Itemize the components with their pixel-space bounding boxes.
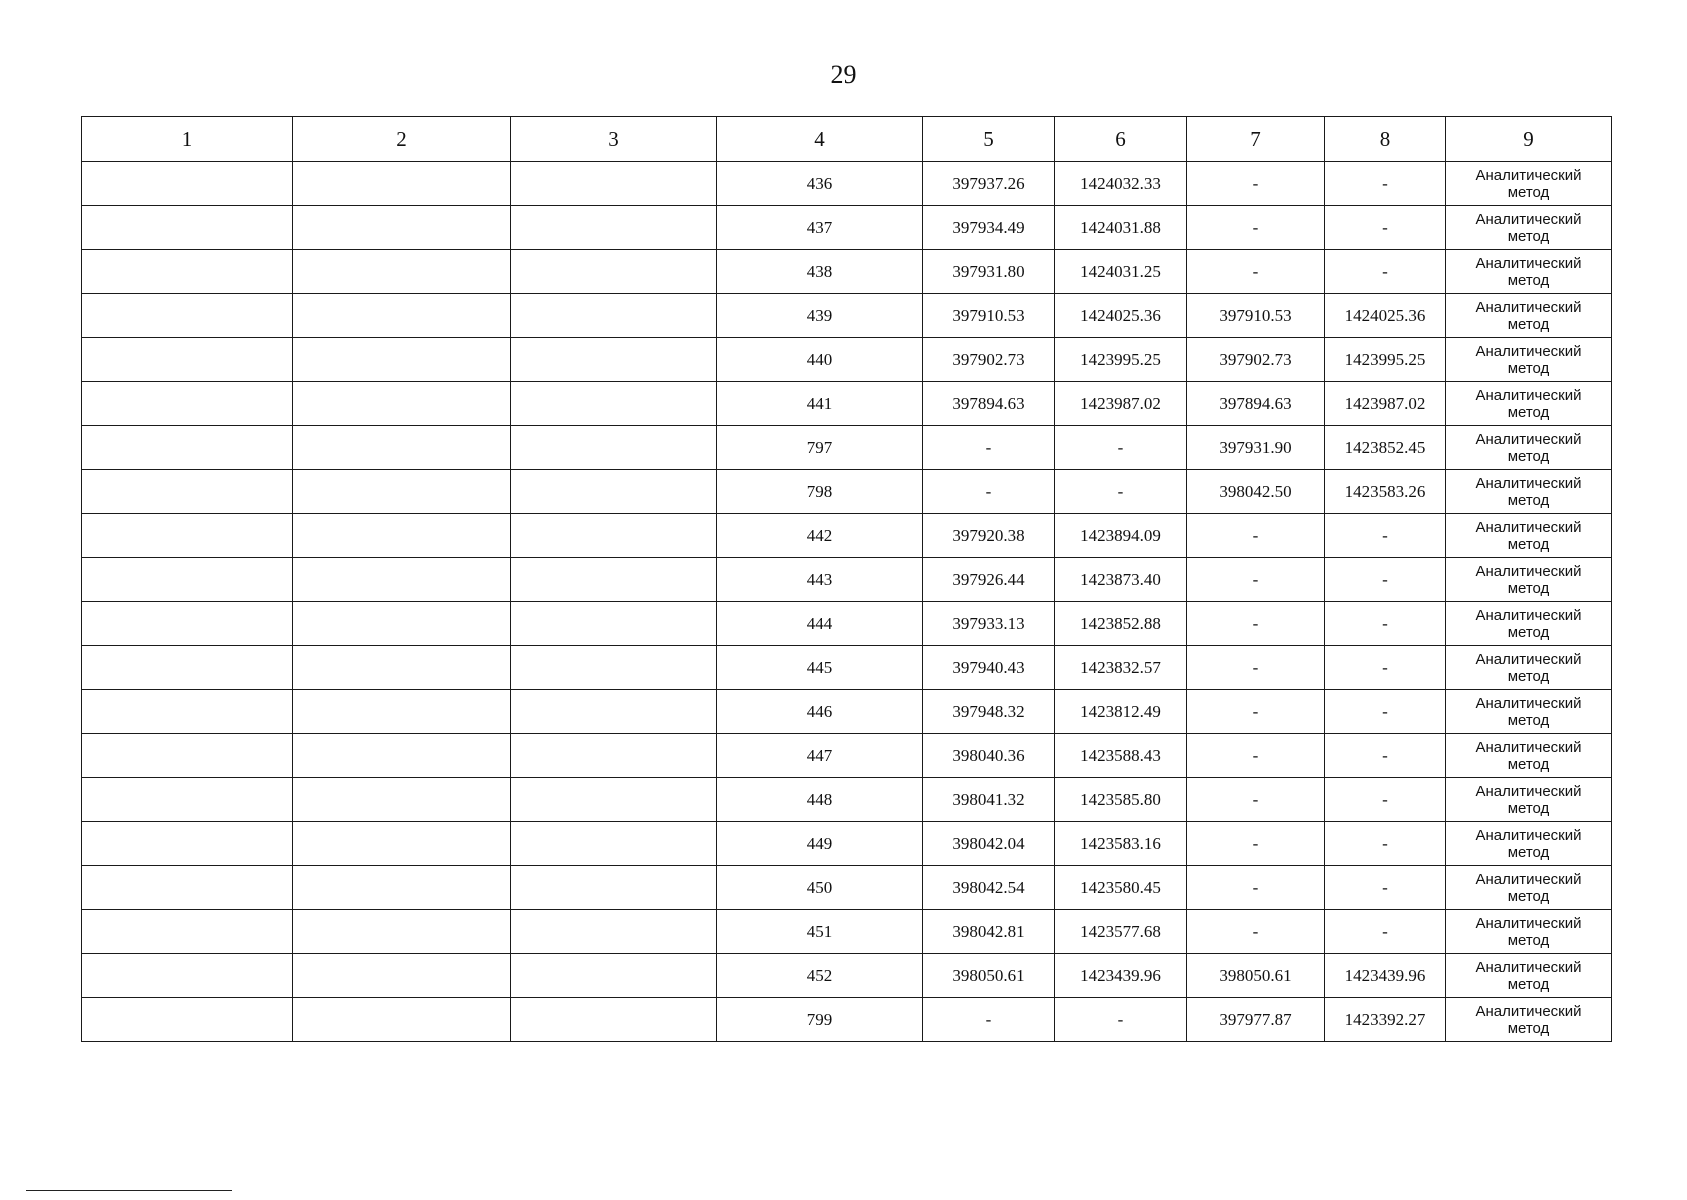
table-row (82, 690, 1612, 734)
cell-col2 (293, 602, 511, 646)
cell-y-coordinate: 1423583.16 (1055, 822, 1187, 866)
column-header-1: 1 (82, 117, 293, 162)
method-line-1: Аналитический (1475, 914, 1582, 932)
cell-method (1446, 690, 1612, 734)
column-header-2: 2 (293, 117, 511, 162)
method-line-1: Аналитический (1475, 210, 1582, 228)
table-row (82, 910, 1612, 954)
cell-y-new: - (1325, 206, 1446, 250)
cell-y-coordinate: 1423585.80 (1055, 778, 1187, 822)
cell-point-number: 437 (717, 206, 923, 250)
cell-point-number: 798 (717, 470, 923, 514)
cell-x-new: 398050.61 (1187, 954, 1325, 998)
cell-x-coordinate: 397920.38 (923, 514, 1055, 558)
cell-x-new: 397931.90 (1187, 426, 1325, 470)
method-line-1: Аналитический (1475, 826, 1582, 844)
cell-x-new: - (1187, 206, 1325, 250)
cell-x-coordinate: 397940.43 (923, 646, 1055, 690)
cell-method (1446, 426, 1612, 470)
cell-x-new: - (1187, 734, 1325, 778)
cell-col3 (511, 382, 717, 426)
cell-x-coordinate: 397948.32 (923, 690, 1055, 734)
cell-point-number: 439 (717, 294, 923, 338)
cell-y-new: 1423995.25 (1325, 338, 1446, 382)
cell-point-number: 445 (717, 646, 923, 690)
cell-col1 (82, 470, 293, 514)
cell-y-coordinate: - (1055, 470, 1187, 514)
cell-y-new: 1423987.02 (1325, 382, 1446, 426)
cell-x-new: - (1187, 162, 1325, 206)
cell-y-coordinate: 1423995.25 (1055, 338, 1187, 382)
method-line-1: Аналитический (1475, 254, 1582, 272)
method-line-2: метод (1507, 711, 1550, 729)
cell-col1 (82, 206, 293, 250)
table-row (82, 822, 1612, 866)
table-row (82, 734, 1612, 778)
cell-col2 (293, 162, 511, 206)
cell-x-coordinate: 398042.04 (923, 822, 1055, 866)
table-row (82, 514, 1612, 558)
column-header-5: 5 (923, 117, 1055, 162)
cell-col3 (511, 998, 717, 1042)
cell-y-coordinate: 1424025.36 (1055, 294, 1187, 338)
column-header-3: 3 (511, 117, 717, 162)
cell-x-coordinate: 398050.61 (923, 954, 1055, 998)
cell-point-number: 443 (717, 558, 923, 602)
cell-col1 (82, 822, 293, 866)
cell-col2 (293, 734, 511, 778)
method-line-1: Аналитический (1475, 1002, 1582, 1020)
table-row (82, 602, 1612, 646)
cell-col2 (293, 998, 511, 1042)
cell-col1 (82, 514, 293, 558)
cell-method (1446, 514, 1612, 558)
cell-y-new: - (1325, 734, 1446, 778)
cell-col2 (293, 558, 511, 602)
cell-x-new: - (1187, 910, 1325, 954)
cell-col2 (293, 690, 511, 734)
cell-y-coordinate: 1423832.57 (1055, 646, 1187, 690)
cell-col2 (293, 470, 511, 514)
method-line-1: Аналитический (1475, 782, 1582, 800)
table-body (82, 162, 1612, 1042)
cell-x-new: - (1187, 646, 1325, 690)
method-line-2: метод (1507, 843, 1550, 861)
cell-point-number: 797 (717, 426, 923, 470)
cell-col1 (82, 426, 293, 470)
cell-x-new: 398042.50 (1187, 470, 1325, 514)
cell-col2 (293, 382, 511, 426)
cell-x-coordinate: - (923, 998, 1055, 1042)
cell-point-number: 448 (717, 778, 923, 822)
method-line-1: Аналитический (1475, 738, 1582, 756)
column-header-4: 4 (717, 117, 923, 162)
cell-col3 (511, 602, 717, 646)
cell-method (1446, 734, 1612, 778)
cell-x-coordinate: 397937.26 (923, 162, 1055, 206)
cell-point-number: 450 (717, 866, 923, 910)
cell-col3 (511, 866, 717, 910)
cell-col3 (511, 690, 717, 734)
cell-col3 (511, 646, 717, 690)
table-row (82, 338, 1612, 382)
cell-col1 (82, 910, 293, 954)
cell-method (1446, 162, 1612, 206)
header-row (82, 117, 1612, 162)
cell-point-number: 799 (717, 998, 923, 1042)
cell-point-number: 440 (717, 338, 923, 382)
cell-y-coordinate: 1423588.43 (1055, 734, 1187, 778)
cell-x-coordinate: 398040.36 (923, 734, 1055, 778)
cell-y-new: 1423852.45 (1325, 426, 1446, 470)
table-row (82, 382, 1612, 426)
cell-x-new: - (1187, 822, 1325, 866)
cell-col2 (293, 778, 511, 822)
method-line-2: метод (1507, 579, 1550, 597)
cell-x-coordinate: 397902.73 (923, 338, 1055, 382)
cell-col3 (511, 734, 717, 778)
cell-col3 (511, 206, 717, 250)
cell-method (1446, 470, 1612, 514)
cell-y-new: - (1325, 910, 1446, 954)
method-line-1: Аналитический (1475, 870, 1582, 888)
cell-col2 (293, 910, 511, 954)
method-line-1: Аналитический (1475, 474, 1582, 492)
cell-col2 (293, 338, 511, 382)
cell-x-new: - (1187, 558, 1325, 602)
cell-y-coordinate: 1423894.09 (1055, 514, 1187, 558)
cell-col1 (82, 954, 293, 998)
method-line-1: Аналитический (1475, 650, 1582, 668)
method-line-2: метод (1507, 359, 1550, 377)
method-line-2: метод (1507, 227, 1550, 245)
cell-x-new: 397977.87 (1187, 998, 1325, 1042)
page-number: 29 (830, 60, 857, 89)
cell-point-number: 451 (717, 910, 923, 954)
cell-col3 (511, 250, 717, 294)
method-line-2: метод (1507, 1019, 1550, 1037)
cell-method (1446, 382, 1612, 426)
table-row (82, 250, 1612, 294)
method-line-1: Аналитический (1475, 606, 1582, 624)
cell-method (1446, 910, 1612, 954)
cell-x-coordinate: 397910.53 (923, 294, 1055, 338)
cell-col1 (82, 998, 293, 1042)
cell-col3 (511, 822, 717, 866)
column-header-7: 7 (1187, 117, 1325, 162)
cell-x-coordinate: 397933.13 (923, 602, 1055, 646)
method-line-2: метод (1507, 403, 1550, 421)
method-line-2: метод (1507, 271, 1550, 289)
cell-col2 (293, 294, 511, 338)
cell-x-coordinate: - (923, 426, 1055, 470)
cell-col2 (293, 514, 511, 558)
cell-point-number: 441 (717, 382, 923, 426)
method-line-2: метод (1507, 623, 1550, 641)
cell-y-coordinate: 1423439.96 (1055, 954, 1187, 998)
cell-col2 (293, 866, 511, 910)
cell-method (1446, 294, 1612, 338)
method-line-2: метод (1507, 491, 1550, 509)
cell-x-coordinate: 397934.49 (923, 206, 1055, 250)
cell-col3 (511, 426, 717, 470)
cell-col2 (293, 822, 511, 866)
table-row (82, 866, 1612, 910)
table-row (82, 470, 1612, 514)
cell-y-coordinate: 1423873.40 (1055, 558, 1187, 602)
cell-col1 (82, 294, 293, 338)
cell-method (1446, 998, 1612, 1042)
cell-col1 (82, 162, 293, 206)
cell-point-number: 452 (717, 954, 923, 998)
cell-y-new: - (1325, 690, 1446, 734)
cell-point-number: 449 (717, 822, 923, 866)
cell-y-coordinate: 1423580.45 (1055, 866, 1187, 910)
cell-col1 (82, 338, 293, 382)
table-row (82, 206, 1612, 250)
cell-x-new: 397894.63 (1187, 382, 1325, 426)
method-line-1: Аналитический (1475, 342, 1582, 360)
method-line-1: Аналитический (1475, 166, 1582, 184)
cell-y-new: - (1325, 602, 1446, 646)
cell-y-coordinate: 1424031.88 (1055, 206, 1187, 250)
method-line-1: Аналитический (1475, 694, 1582, 712)
cell-col3 (511, 338, 717, 382)
cell-y-coordinate: 1423852.88 (1055, 602, 1187, 646)
method-line-2: метод (1507, 931, 1550, 949)
cell-col3 (511, 514, 717, 558)
cell-method (1446, 778, 1612, 822)
cell-method (1446, 206, 1612, 250)
table-row (82, 778, 1612, 822)
table-row (82, 646, 1612, 690)
cell-y-new: 1423439.96 (1325, 954, 1446, 998)
cell-col2 (293, 426, 511, 470)
cell-y-coordinate: 1423987.02 (1055, 382, 1187, 426)
cell-col2 (293, 250, 511, 294)
cell-y-new: - (1325, 250, 1446, 294)
cell-y-new: - (1325, 646, 1446, 690)
cell-x-coordinate: 398042.54 (923, 866, 1055, 910)
cell-col1 (82, 646, 293, 690)
cell-y-coordinate: 1423577.68 (1055, 910, 1187, 954)
cell-col1 (82, 734, 293, 778)
cell-method (1446, 866, 1612, 910)
cell-col1 (82, 690, 293, 734)
method-line-2: метод (1507, 183, 1550, 201)
method-line-1: Аналитический (1475, 958, 1582, 976)
method-line-2: метод (1507, 887, 1550, 905)
table-row (82, 162, 1612, 206)
table-row (82, 294, 1612, 338)
method-line-2: метод (1507, 755, 1550, 773)
cell-col1 (82, 602, 293, 646)
cell-col1 (82, 778, 293, 822)
cell-col1 (82, 558, 293, 602)
cell-col3 (511, 910, 717, 954)
column-header-6: 6 (1055, 117, 1187, 162)
cell-point-number: 436 (717, 162, 923, 206)
cell-point-number: 438 (717, 250, 923, 294)
method-line-2: метод (1507, 535, 1550, 553)
method-line-1: Аналитический (1475, 518, 1582, 536)
cell-x-new: 397902.73 (1187, 338, 1325, 382)
cell-y-new: 1423583.26 (1325, 470, 1446, 514)
cell-method (1446, 646, 1612, 690)
cell-x-coordinate: 398041.32 (923, 778, 1055, 822)
cell-y-new: 1423392.27 (1325, 998, 1446, 1042)
cell-y-new: - (1325, 778, 1446, 822)
cell-method (1446, 338, 1612, 382)
cell-y-new: - (1325, 514, 1446, 558)
cell-x-coordinate: - (923, 470, 1055, 514)
cell-x-new: - (1187, 602, 1325, 646)
column-header-9: 9 (1446, 117, 1612, 162)
cell-x-new: - (1187, 514, 1325, 558)
method-line-2: метод (1507, 667, 1550, 685)
cell-col3 (511, 162, 717, 206)
cell-method (1446, 250, 1612, 294)
cell-col1 (82, 250, 293, 294)
method-line-1: Аналитический (1475, 386, 1582, 404)
cell-col3 (511, 470, 717, 514)
method-line-1: Аналитический (1475, 298, 1582, 316)
cell-point-number: 447 (717, 734, 923, 778)
method-line-2: метод (1507, 315, 1550, 333)
cell-col1 (82, 382, 293, 426)
cell-y-new: - (1325, 162, 1446, 206)
cell-x-new: 397910.53 (1187, 294, 1325, 338)
cell-y-coordinate: - (1055, 426, 1187, 470)
table-row (82, 558, 1612, 602)
cell-x-new: - (1187, 866, 1325, 910)
cell-col2 (293, 954, 511, 998)
cell-x-new: - (1187, 690, 1325, 734)
method-line-1: Аналитический (1475, 562, 1582, 580)
method-line-2: метод (1507, 447, 1550, 465)
cell-col1 (82, 866, 293, 910)
method-line-1: Аналитический (1475, 430, 1582, 448)
cell-y-coordinate: 1423812.49 (1055, 690, 1187, 734)
cell-x-coordinate: 397931.80 (923, 250, 1055, 294)
cell-y-new: - (1325, 866, 1446, 910)
cell-y-new: - (1325, 558, 1446, 602)
cell-y-new: 1424025.36 (1325, 294, 1446, 338)
cell-point-number: 442 (717, 514, 923, 558)
cell-x-coordinate: 398042.81 (923, 910, 1055, 954)
cell-x-coordinate: 397926.44 (923, 558, 1055, 602)
cell-x-new: - (1187, 250, 1325, 294)
cell-method (1446, 558, 1612, 602)
table-row (82, 426, 1612, 470)
cell-point-number: 444 (717, 602, 923, 646)
cell-col2 (293, 646, 511, 690)
cell-col3 (511, 778, 717, 822)
cell-x-coordinate: 397894.63 (923, 382, 1055, 426)
cell-x-new: - (1187, 778, 1325, 822)
column-header-8: 8 (1325, 117, 1446, 162)
cell-y-coordinate: 1424032.33 (1055, 162, 1187, 206)
cell-col3 (511, 954, 717, 998)
cell-y-coordinate: 1424031.25 (1055, 250, 1187, 294)
cell-y-coordinate: - (1055, 998, 1187, 1042)
method-line-2: метод (1507, 975, 1550, 993)
cell-point-number: 446 (717, 690, 923, 734)
cell-method (1446, 822, 1612, 866)
cell-col3 (511, 294, 717, 338)
method-line-2: метод (1507, 799, 1550, 817)
table-row (82, 954, 1612, 998)
cell-method (1446, 602, 1612, 646)
footnote-rule (26, 1190, 232, 1191)
coordinates-table (81, 116, 1612, 1042)
cell-col3 (511, 558, 717, 602)
cell-y-new: - (1325, 822, 1446, 866)
cell-method (1446, 954, 1612, 998)
cell-col2 (293, 206, 511, 250)
table-row (82, 998, 1612, 1042)
